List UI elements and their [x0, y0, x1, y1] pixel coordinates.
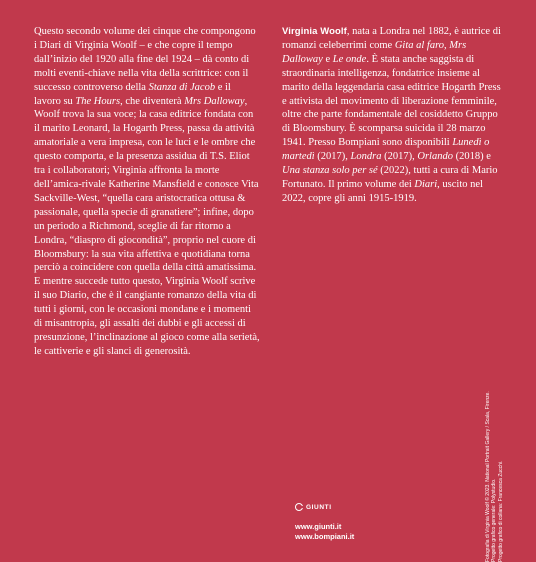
synopsis-paragraph-2: E mentre succede tutto questo, Virginia Woolf scrive il suo Diario, che è il cangiante romanzo della vita di tutti i giorni, con le occasioni mondane e i momenti di misantropia, gli assalti dei dubbi e gli accessi di presunzione, l’inclinazione al gioco come alla serietà, le cattiverie e gli slanci di generosità. — [34, 276, 260, 357]
italic-title: Mrs Dalloway — [282, 39, 467, 65]
italic-title: Le onde — [332, 53, 367, 65]
italic-title: Lunedì o martedì — [282, 137, 490, 163]
giunti-website-link[interactable]: www.giunti.it — [295, 522, 342, 531]
text-run: , uscito nel 2022, copre gli anni 1915-1919. — [282, 178, 483, 204]
bompiani-website-link[interactable]: www.bompiani.it — [295, 532, 355, 541]
italic-title: The Hours — [75, 95, 121, 107]
text-run: . È stata anche saggista di straordinaria intelligenza, fondatrice insieme al marito della leggendaria casa editrice Hogarth Press e attivista del movimento di liberazione femminile, oltre che parte fondamentale del cosiddetto Gruppo di Bloomsbury. È scomparsa suicida il 28 marzo 1941. Presso Bompiani sono disponibili — [282, 53, 501, 149]
text-run: (2022), tutti a cura di Mario Fortunato. Il primo volume dei — [282, 165, 498, 190]
text-run: e — [322, 53, 333, 65]
text-run: (2018) e — [452, 151, 491, 163]
author-bio — [282, 25, 504, 206]
italic-title: Gita al faro — [394, 39, 445, 51]
giunti-logo — [295, 503, 354, 511]
image-credits — [485, 367, 521, 562]
italic-title: Orlando — [417, 151, 453, 163]
giunti-logo-text: GIUNTI — [306, 503, 332, 511]
author-bio-paragraph — [282, 25, 504, 206]
text-run: , che diventerà — [120, 95, 185, 107]
italic-title: Stanza di Jacob — [148, 81, 216, 93]
italic-title: Londra — [350, 151, 382, 163]
publisher-block — [295, 503, 354, 542]
general-design-credit: Progetto grafico generale: Polystudio. — [491, 478, 498, 562]
text-run: e il lavoro su — [34, 81, 231, 107]
giunti-logo-icon — [295, 503, 303, 511]
series-design-credit: Progetto grafico di collana: Francesca Zucchi. — [497, 460, 504, 562]
text-run: (2017), — [381, 151, 418, 163]
book-synopsis — [34, 25, 260, 359]
synopsis-paragraph-1 — [34, 25, 260, 275]
text-run: , nata a Londra nel 1882, è autrice di romanzi celeberrimi come — [282, 26, 501, 51]
author-name: Virginia Woolf — [282, 26, 347, 37]
italic-title: Una stanza solo per sé — [282, 165, 378, 177]
photo-credit: Fotografia di Virginia Woolf © 2023. National Portrait Gallery / Scala, Firenze. — [485, 391, 491, 562]
text-run: , — [444, 39, 450, 51]
text-run: Questo secondo volume dei cinque che compongono i Diari di Virginia Woolf – e che copre il tempo dall’inizio del 1920 alla fine del 1924 – dà conto di molti eventi-chiave nella vita della scrittrice: con il successo controverso della — [34, 26, 256, 93]
text-run: (2017), — [314, 151, 351, 163]
italic-title: Diari — [414, 178, 438, 190]
text-run: , Woolf trova la sua voce; la casa editrice fondata con il marito Leonard, la Hogarth Press, passa da attività amatoriale a vera impresa, con le luci e le ombre che questo comporta, e la presenza assidua di T.S. Eliot tra i collaboratori; Virginia affronta la morte dell’amica-rivale Katherine Mansfield e conosce Vita Sackville-West, “quella cara aristocratica ottusa & passionale, quella specie di granatiere”; infine, dopo un periodo a Richmond, sceglie di far ritorno a Londra, “diaspro di giocondità”, proprio nel cuore di Bloomsbury: la sua vita affettiva e quotidiana torna perciò a coincidere con quella della città amatissima. — [34, 95, 259, 274]
italic-title: Mrs Dalloway — [184, 95, 245, 107]
